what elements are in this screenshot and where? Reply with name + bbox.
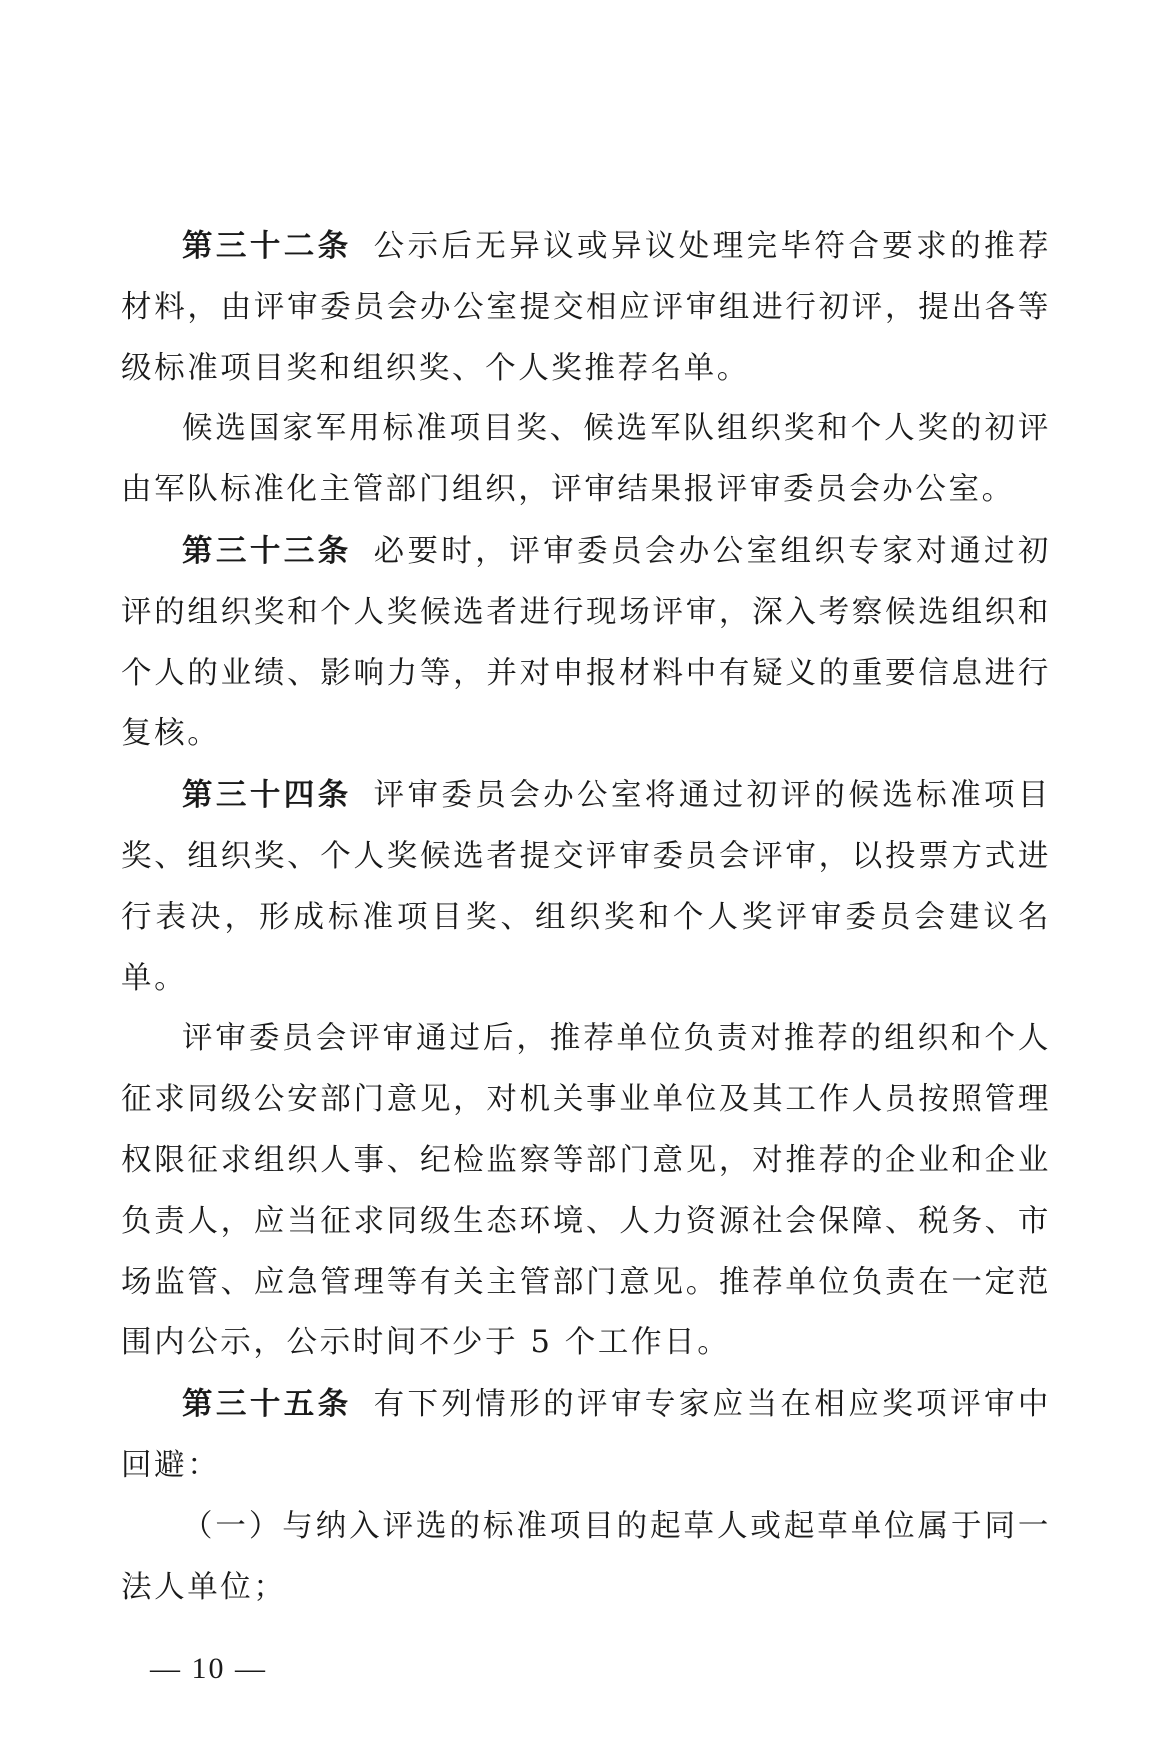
paragraph-text: （一）与纳入评选的标准项目的起草人或起草单位属于同一法人单位； [121, 1508, 1051, 1605]
paragraph-text: 评审委员会办公室将通过初评的候选标准项目奖、组织奖、个人奖候选者提交评审委员会评审，以投票方式进行表决，形成标准项目奖、组织奖和个人奖评审委员会建议名单。 [121, 778, 1051, 996]
article-35-paragraph [121, 1374, 1051, 1497]
document-page [121, 216, 1051, 1618]
paragraph-text: 公示后无异议或异议处理完毕符合要求的推荐材料，由评审委员会办公室提交相应评审组进行初评，提出各等级标准项目奖和组织奖、个人奖推荐名单。 [121, 229, 1051, 386]
article-32-paragraph [121, 216, 1051, 399]
paragraph-text: 有下列情形的评审专家应当在相应奖项评审中回避： [121, 1387, 1051, 1483]
article-35-item-1 [121, 1497, 1051, 1619]
article-32-sub-paragraph [121, 399, 1051, 521]
paragraph-text: 必要时，评审委员会办公室组织专家对通过初评的组织奖和个人奖候选者进行现场评审，深入考察候选组织和个人的业绩、影响力等，并对申报材料中有疑义的重要信息进行复核。 [121, 533, 1051, 752]
article-number: 第三十四条 [182, 777, 352, 814]
article-number: 第三十五条 [182, 1386, 352, 1423]
article-number: 第三十二条 [182, 228, 352, 264]
paragraph-text: 候选国家军用标准项目奖、候选军队组织奖和个人奖的初评由军队标准化主管部门组织，评审结果报评审委员会办公室。 [121, 411, 1051, 508]
article-33-paragraph [121, 521, 1051, 765]
page-number: — 10 — [150, 1652, 267, 1685]
article-number: 第三十三条 [182, 532, 352, 569]
article-34-paragraph [121, 765, 1051, 1009]
paragraph-text: 评审委员会评审通过后，推荐单位负责对推荐的组织和个人征求同级公安部门意见，对机关事业单位及其工作人员按照管理权限征求组织人事、纪检监察等部门意见，对推荐的企业和企业负责人，应当征求同级生态环境、人力资源社会保障、税务、市场监管、应急管理等有关主管部门意见。推荐单位负责在一定范围内公示，公示时间不少于 5 个工作日。 [121, 1021, 1051, 1361]
article-34-sub-paragraph [121, 1009, 1051, 1374]
